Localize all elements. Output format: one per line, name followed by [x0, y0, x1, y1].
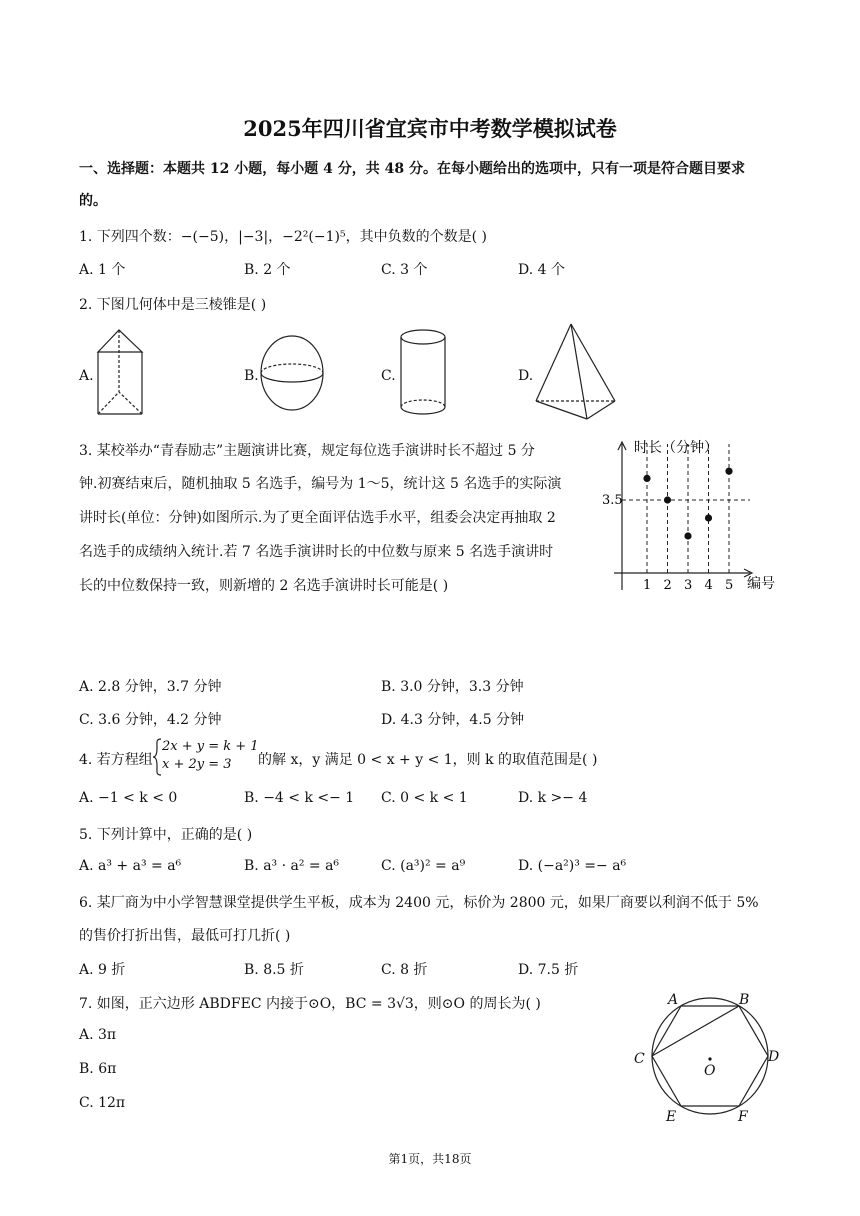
x-tick-label: 1	[643, 578, 652, 593]
q3-option-c: C. 3.6 分钟，4.2 分钟	[79, 712, 222, 728]
q5-option-b: B. a³ · a² = a⁶	[244, 858, 340, 874]
triangular-pyramid-figure	[533, 321, 618, 423]
q6-option-b: B. 8.5 折	[244, 962, 304, 978]
q3-scatter-chart	[600, 432, 790, 597]
x-tick-label: 5	[725, 578, 734, 593]
q6-option-c: C. 8 折	[381, 962, 428, 978]
label-b: B	[739, 992, 750, 1008]
q3-line-3: 讲时长(单位：分钟)如图所示.为了更全面评估选手水平，组委会决定再抽取 2	[79, 510, 556, 526]
q5-stem: 5. 下列计算中，正确的是( )	[79, 827, 253, 843]
center-point	[708, 1057, 711, 1060]
q6-line-2: 的售价打折出售，最低可打几折( )	[79, 928, 291, 944]
q2-option-d: D.	[518, 368, 534, 384]
q4-stem-post: 的解 x，y 满足 0 < x + y < 1，则 k 的取值范围是( )	[258, 752, 598, 768]
q3-option-d: D. 4.3 分钟，4.5 分钟	[381, 712, 525, 728]
q4-stem-pre: 4. 若方程组	[79, 752, 153, 768]
x-tick-label: 3	[684, 578, 693, 593]
q7-option-a: A. 3π	[79, 1027, 117, 1043]
triangular-prism-figure	[94, 327, 154, 417]
q6-option-a: A. 9 折	[79, 962, 126, 978]
q3-line-1: 3. 某校举办“青春励志”主题演讲比赛，规定每位选手演讲时长不超过 5 分	[79, 443, 535, 459]
q1-option-d: D. 4 个	[518, 262, 565, 278]
q1-option-b: B. 2 个	[244, 262, 291, 278]
q3-line-4: 名选手的成绩纳入统计.若 7 名选手演讲时长的中位数与原来 5 名选手演讲时	[79, 544, 554, 560]
q4-option-d: D. k >− 4	[518, 790, 588, 806]
q4-option-a: A. −1 < k < 0	[79, 790, 178, 806]
y-axis-label: 时长（分钟）	[634, 440, 718, 456]
label-e: E	[666, 1109, 677, 1125]
label-a: A	[668, 992, 679, 1008]
q7-hexagon-circle-figure	[630, 990, 785, 1125]
q1-stem: 1. 下列四个数：−(−5)，|−3|，−2²(−1)⁵，其中负数的个数是( )	[79, 229, 487, 245]
data-point	[725, 468, 732, 475]
q5-option-d: D. (−a²)³ =− a⁶	[518, 858, 627, 874]
label-d: D	[768, 1049, 780, 1065]
page-footer: 第1页，共18页	[388, 1152, 472, 1166]
page-title: 2025年四川省宜宾市中考数学模拟试卷	[243, 116, 617, 141]
q4-option-c: C. 0 < k < 1	[381, 790, 468, 806]
x-axis-label: 编号	[747, 576, 775, 592]
sphere-figure	[258, 333, 328, 413]
q1-option-c: C. 3 个	[381, 262, 428, 278]
q3-option-a: A. 2.8 分钟，3.7 分钟	[79, 679, 222, 695]
q6-line-1: 6. 某厂商为中小学智慧课堂提供学生平板，成本为 2400 元，标价为 2800 元，如果厂商要以利润不低于 5%	[79, 895, 759, 911]
x-tick-label: 2	[663, 578, 672, 593]
q7-option-b: B. 6π	[79, 1061, 117, 1077]
q3-line-2: 钟.初赛结束后，随机抽取 5 名选手，编号为 1～5，统计这 5 名选手的实际演	[79, 476, 562, 492]
reference-label: 3.5	[602, 493, 623, 508]
q7-stem: 7. 如图，正六边形 ABDFEC 内接于⊙O，BC = 3√3，则⊙O 的周长为( )	[79, 996, 541, 1012]
q4-option-b: B. −4 < k <− 1	[244, 790, 355, 806]
cylinder-figure	[398, 328, 450, 418]
q6-option-d: D. 7.5 折	[518, 962, 579, 978]
q2-option-b: B.	[244, 368, 259, 384]
section-heading-line2: 的。	[79, 193, 107, 209]
label-o: O	[704, 1063, 716, 1079]
q2-stem: 2. 下图几何体中是三棱锥是( )	[79, 297, 267, 313]
q5-option-c: C. (a³)² = a⁹	[381, 858, 466, 874]
q1-option-a: A. 1 个	[79, 262, 126, 278]
q3-line-5: 长的中位数保持一致，则新增的 2 名选手演讲时长可能是( )	[79, 578, 449, 594]
circle-o	[652, 998, 768, 1114]
q5-option-a: A. a³ + a³ = a⁶	[79, 858, 182, 874]
data-point	[684, 532, 691, 539]
q7-option-c: C. 12π	[79, 1095, 126, 1111]
data-point	[643, 475, 650, 482]
q4-system-brace	[152, 738, 162, 776]
label-f: F	[738, 1109, 748, 1125]
q4-equation-2: x + 2y = 3	[162, 757, 232, 772]
q2-option-c: C.	[381, 368, 396, 384]
hexagon-abdfec	[652, 1006, 768, 1106]
q4-equation-1: 2x + y = k + 1	[162, 739, 259, 754]
x-tick-label: 4	[704, 578, 713, 593]
q3-option-b: B. 3.0 分钟，3.3 分钟	[381, 679, 524, 695]
data-point	[664, 496, 671, 503]
segment-bc	[652, 1006, 739, 1056]
section-heading-line1: 一、选择题：本题共 12 小题，每小题 4 分，共 48 分。在每小题给出的选项中，只有一项是符合题目要求	[79, 161, 745, 177]
data-point	[705, 514, 712, 521]
label-c: C	[634, 1051, 645, 1067]
q2-option-a: A.	[79, 368, 94, 384]
